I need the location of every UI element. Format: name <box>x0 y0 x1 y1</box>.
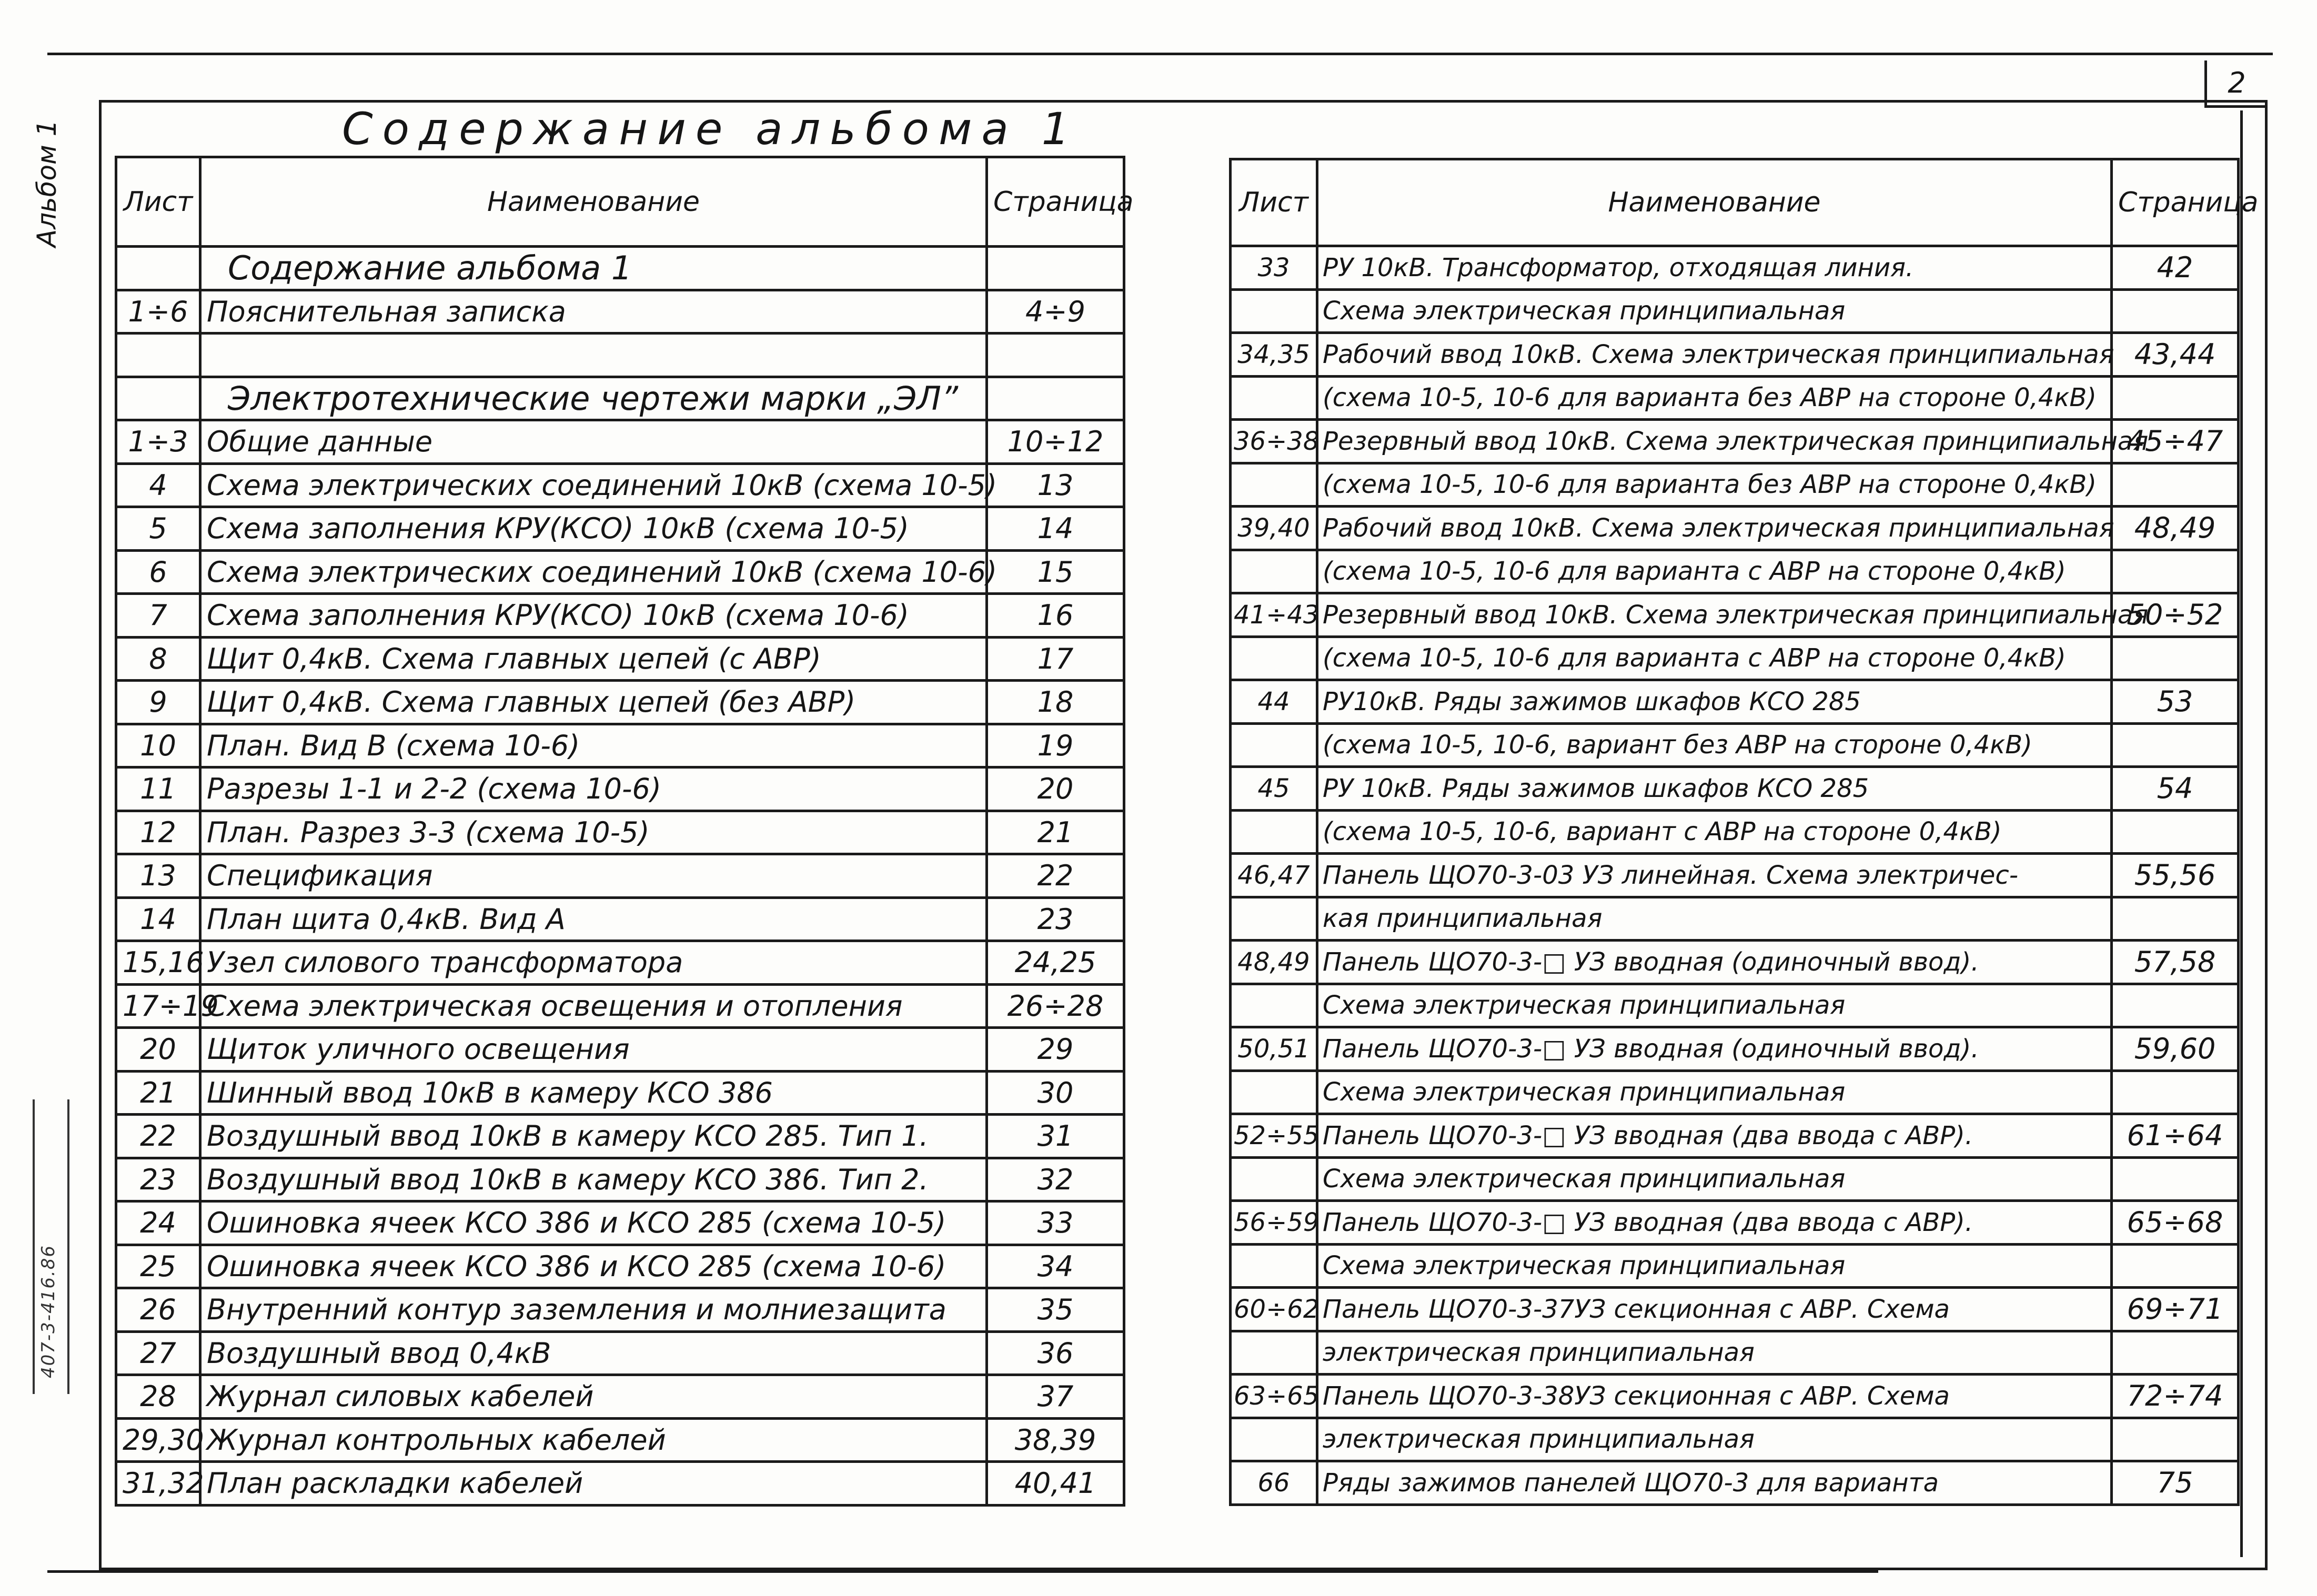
cell-name: Узел силового трансформатора <box>200 941 987 985</box>
cell-sheet <box>1231 376 1317 420</box>
table-row <box>1231 420 2239 463</box>
album-side-code: 407-3-416.86 <box>38 1244 59 1378</box>
table-header-row <box>1231 159 2239 246</box>
cell-sheet: 12 <box>116 811 200 854</box>
cell-sheet: 33 <box>1231 246 1317 290</box>
cell-page <box>2112 550 2239 593</box>
cell-name: Панель ЩО70-3-□ УЗ вводная (два ввода с АВР). <box>1317 1201 2112 1245</box>
table-row <box>116 507 1124 551</box>
cell-sheet: 41÷43 <box>1231 593 1317 637</box>
cell-name: Ряды зажимов панелей ЩО70-3 для варианта <box>1317 1461 2112 1505</box>
cell-name: (схема 10-5, 10-6, вариант без АВР на стороне 0,4кВ) <box>1317 723 2112 767</box>
cell-sheet: 1÷6 <box>116 290 200 334</box>
table-row <box>1231 289 2239 333</box>
cell-name: Схема заполнения КРУ(КСО) 10кВ (схема 10-5) <box>200 507 987 551</box>
cell-name: Пояснительная записка <box>200 290 987 334</box>
table-row <box>1231 1461 2239 1505</box>
cell-name: Схема электрическая принципиальная <box>1317 1157 2112 1201</box>
table-row <box>116 637 1124 681</box>
cell-page: 21 <box>987 811 1124 854</box>
table-row <box>116 897 1124 941</box>
page-title: Содержание альбома 1 <box>342 103 1080 155</box>
cell-name: Воздушный ввод 0,4кВ <box>200 1331 987 1375</box>
table-row <box>116 594 1124 638</box>
table-row <box>116 420 1124 464</box>
cell-sheet: 60÷62 <box>1231 1288 1317 1331</box>
cell-page: 32 <box>987 1158 1124 1201</box>
cell-name: Схема электрическая освещения и отопления <box>200 984 987 1028</box>
cell-sheet: 8 <box>116 637 200 681</box>
table-row <box>116 681 1124 724</box>
cell-name: Щиток уличного освещения <box>200 1028 987 1072</box>
frame-bottom-line <box>47 1570 1878 1573</box>
cell-name: Схема электрическая принципиальная <box>1317 1244 2112 1288</box>
table-row <box>1231 941 2239 984</box>
table-row <box>116 247 1124 290</box>
table-row <box>1231 1114 2239 1158</box>
cell-name: Общие данные <box>200 420 987 464</box>
cell-sheet <box>1231 1418 1317 1461</box>
cell-page: 20 <box>987 767 1124 811</box>
cell-sheet: 63÷65 <box>1231 1375 1317 1418</box>
cell-sheet: 14 <box>116 897 200 941</box>
table-row <box>1231 1331 2239 1375</box>
cell-page <box>2112 1070 2239 1114</box>
cell-sheet <box>1231 1331 1317 1375</box>
cell-sheet <box>1231 289 1317 333</box>
cell-name: РУ 10кВ. Ряды зажимов шкафов КСО 285 <box>1317 767 2112 811</box>
cell-name: Схема электрическая принципиальная <box>1317 984 2112 1027</box>
cell-page: 33 <box>987 1201 1124 1245</box>
cell-page: 40,41 <box>987 1462 1124 1506</box>
cell-name: Схема электрическая принципиальная <box>1317 1070 2112 1114</box>
table-row <box>116 1028 1124 1072</box>
table-row <box>116 811 1124 854</box>
header-page: Страница <box>987 157 1124 247</box>
cell-sheet: 29,30 <box>116 1418 200 1462</box>
cell-page: 37 <box>987 1375 1124 1419</box>
cell-name: Спецификация <box>200 854 987 898</box>
cell-page: 72÷74 <box>2112 1375 2239 1418</box>
header-page: Страница <box>2112 159 2239 246</box>
cell-name: Внутренний контур заземления и молниезащита <box>200 1288 987 1332</box>
cell-page <box>2112 1418 2239 1461</box>
cell-name: Шинный ввод 10кВ в камеру КСО 386 <box>200 1071 987 1115</box>
table-row <box>116 767 1124 811</box>
cell-sheet <box>116 377 200 420</box>
table-row <box>1231 854 2239 897</box>
table-row <box>1231 550 2239 593</box>
header-sheet: Лист <box>116 157 200 247</box>
table-row <box>1231 246 2239 290</box>
cell-page <box>2112 810 2239 854</box>
cell-sheet <box>1231 637 1317 680</box>
cell-sheet <box>1231 897 1317 941</box>
cell-sheet <box>116 334 200 377</box>
cell-name: Панель ЩО70-3-38УЗ секционная с АВР. Схема <box>1317 1375 2112 1418</box>
table-row <box>1231 593 2239 637</box>
cell-page: 75 <box>2112 1461 2239 1505</box>
cell-name: Панель ЩО70-3-□ УЗ вводная (два ввода с АВР). <box>1317 1114 2112 1158</box>
frame-right-edge <box>2240 110 2243 1557</box>
cell-page: 4÷9 <box>987 290 1124 334</box>
cell-page: 48,49 <box>2112 507 2239 550</box>
table-row <box>116 1071 1124 1115</box>
cell-sheet: 52÷55 <box>1231 1114 1317 1158</box>
cell-page: 23 <box>987 897 1124 941</box>
cell-name: Рабочий ввод 10кВ. Схема электрическая принципиальная <box>1317 333 2112 377</box>
table-row <box>1231 810 2239 854</box>
cell-name: электрическая принципиальная <box>1317 1331 2112 1375</box>
table-row <box>1231 1157 2239 1201</box>
cell-sheet: 44 <box>1231 680 1317 724</box>
table-row <box>116 290 1124 334</box>
table-row <box>1231 897 2239 941</box>
sheet-number: 2 <box>2204 60 2266 108</box>
cell-name: Схема электрическая принципиальная <box>1317 289 2112 333</box>
cell-name: Ошиновка ячеек КСО 386 и КСО 285 (схема 10-5) <box>200 1201 987 1245</box>
cell-sheet: 28 <box>116 1375 200 1419</box>
cell-sheet: 11 <box>116 767 200 811</box>
table-row <box>116 463 1124 507</box>
cell-name: Рабочий ввод 10кВ. Схема электрическая принципиальная <box>1317 507 2112 550</box>
table-row <box>1231 1201 2239 1245</box>
cell-sheet: 39,40 <box>1231 507 1317 550</box>
cell-name: (схема 10-5, 10-6, вариант с АВР на стороне 0,4кВ) <box>1317 810 2112 854</box>
cell-page: 35 <box>987 1288 1124 1332</box>
cell-sheet <box>1231 723 1317 767</box>
cell-name: Воздушный ввод 10кВ в камеру КСО 285. Тип 1. <box>200 1115 987 1158</box>
table-row <box>1231 680 2239 724</box>
cell-name: План раскладки кабелей <box>200 1462 987 1506</box>
cell-name: (схема 10-5, 10-6 для варианта без АВР на стороне 0,4кВ) <box>1317 376 2112 420</box>
cell-page: 61÷64 <box>2112 1114 2239 1158</box>
cell-name: Панель ЩО70-3-□ УЗ вводная (одиночный ввод). <box>1317 941 2112 984</box>
cell-page <box>2112 463 2239 507</box>
frame-top-outer-line <box>47 53 2273 55</box>
cell-sheet: 6 <box>116 550 200 594</box>
cell-page: 38,39 <box>987 1418 1124 1462</box>
cell-sheet <box>1231 810 1317 854</box>
cell-sheet: 9 <box>116 681 200 724</box>
header-sheet: Лист <box>1231 159 1317 246</box>
cell-page <box>2112 897 2239 941</box>
cell-sheet <box>1231 1070 1317 1114</box>
cell-page: 19 <box>987 724 1124 767</box>
cell-page: 53 <box>2112 680 2239 724</box>
cell-name: Панель ЩО70-3-03 УЗ линейная. Схема электричес- <box>1317 854 2112 897</box>
cell-name: Щит 0,4кВ. Схема главных цепей (без АВР) <box>200 681 987 724</box>
cell-page: 29 <box>987 1028 1124 1072</box>
cell-page: 17 <box>987 637 1124 681</box>
cell-page: 10÷12 <box>987 420 1124 464</box>
table-row <box>1231 1375 2239 1418</box>
cell-name: Воздушный ввод 10кВ в камеру КСО 386. Тип 2. <box>200 1158 987 1201</box>
cell-name: Резервный ввод 10кВ. Схема электрическая принципиальная <box>1317 593 2112 637</box>
cell-page: 36 <box>987 1331 1124 1375</box>
cell-sheet <box>1231 1244 1317 1288</box>
cell-page <box>2112 1331 2239 1375</box>
table-row <box>1231 463 2239 507</box>
header-name: Наименование <box>200 157 987 247</box>
cell-name: План. Вид В (схема 10-6) <box>200 724 987 767</box>
table-row <box>1231 767 2239 811</box>
cell-page: 22 <box>987 854 1124 898</box>
cell-sheet: 26 <box>116 1288 200 1332</box>
cell-sheet: 31,32 <box>116 1462 200 1506</box>
cell-sheet: 17÷19 <box>116 984 200 1028</box>
table-row <box>1231 507 2239 550</box>
cell-name <box>200 334 987 377</box>
cell-sheet: 25 <box>116 1245 200 1288</box>
cell-name: (схема 10-5, 10-6 для варианта с АВР на стороне 0,4кВ) <box>1317 637 2112 680</box>
cell-name: Схема электрических соединений 10кВ (схема 10-5) <box>200 463 987 507</box>
table-row <box>116 1418 1124 1462</box>
table-row <box>116 1115 1124 1158</box>
cell-sheet <box>1231 550 1317 593</box>
table-row <box>116 941 1124 985</box>
table-row <box>1231 984 2239 1027</box>
cell-page: 34 <box>987 1245 1124 1288</box>
cell-name: Схема заполнения КРУ(КСО) 10кВ (схема 10-6) <box>200 594 987 638</box>
cell-sheet: 66 <box>1231 1461 1317 1505</box>
cell-page <box>2112 289 2239 333</box>
table-row <box>116 1288 1124 1332</box>
table-row <box>1231 1027 2239 1071</box>
cell-sheet: 45 <box>1231 767 1317 811</box>
cell-name: РУ 10кВ. Трансформатор, отходящая линия. <box>1317 246 2112 290</box>
table-row <box>116 1331 1124 1375</box>
cell-sheet <box>1231 463 1317 507</box>
table-row <box>116 334 1124 377</box>
cell-page: 18 <box>987 681 1124 724</box>
cell-name: Разрезы 1-1 и 2-2 (схема 10-6) <box>200 767 987 811</box>
cell-page: 14 <box>987 507 1124 551</box>
cell-name: План. Разрез 3-3 (схема 10-5) <box>200 811 987 854</box>
contents-table-left <box>115 156 1134 1507</box>
cell-sheet <box>1231 984 1317 1027</box>
table-row <box>116 1375 1124 1419</box>
table-row <box>116 1158 1124 1201</box>
cell-page: 30 <box>987 1071 1124 1115</box>
cell-sheet: 56÷59 <box>1231 1201 1317 1245</box>
cell-name: Панель ЩО70-3-□ УЗ вводная (одиночный ввод). <box>1317 1027 2112 1071</box>
cell-page: 69÷71 <box>2112 1288 2239 1331</box>
cell-page: 59,60 <box>2112 1027 2239 1071</box>
cell-name: Схема электрических соединений 10кВ (схема 10-6) <box>200 550 987 594</box>
cell-name: Щит 0,4кВ. Схема главных цепей (с АВР) <box>200 637 987 681</box>
album-side-label: Альбом 1 <box>32 119 62 247</box>
cell-sheet: 24 <box>116 1201 200 1245</box>
cell-page: 24,25 <box>987 941 1124 985</box>
cell-sheet: 22 <box>116 1115 200 1158</box>
cell-sheet: 48,49 <box>1231 941 1317 984</box>
table-row <box>1231 723 2239 767</box>
cell-sheet: 1÷3 <box>116 420 200 464</box>
table-row <box>116 1245 1124 1288</box>
table-row <box>1231 1244 2239 1288</box>
cell-page: 26÷28 <box>987 984 1124 1028</box>
table-row <box>116 377 1124 420</box>
table-row <box>116 550 1124 594</box>
frame-right-outer-edge <box>2265 100 2268 1568</box>
cell-sheet: 20 <box>116 1028 200 1072</box>
cell-name: План щита 0,4кВ. Вид А <box>200 897 987 941</box>
cell-name: (схема 10-5, 10-6 для варианта с АВР на стороне 0,4кВ) <box>1317 550 2112 593</box>
cell-page <box>2112 1244 2239 1288</box>
table-row <box>116 984 1124 1028</box>
contents-table-right <box>1229 158 2259 1506</box>
table-row <box>1231 1418 2239 1461</box>
table-header-row <box>116 157 1124 247</box>
cell-page <box>2112 984 2239 1027</box>
cell-name: Журнал контрольных кабелей <box>200 1418 987 1462</box>
cell-sheet: 15,16 <box>116 941 200 985</box>
cell-sheet: 36÷38 <box>1231 420 1317 463</box>
cell-page: 45÷47 <box>2112 420 2239 463</box>
cell-page: 54 <box>2112 767 2239 811</box>
cell-page <box>987 334 1124 377</box>
cell-page <box>2112 1157 2239 1201</box>
cell-name: Журнал силовых кабелей <box>200 1375 987 1419</box>
cell-sheet: 23 <box>116 1158 200 1201</box>
cell-page <box>987 247 1124 290</box>
cell-name: (схема 10-5, 10-6 для варианта без АВР на стороне 0,4кВ) <box>1317 463 2112 507</box>
cell-name: Ошиновка ячеек КСО 386 и КСО 285 (схема 10-6) <box>200 1245 987 1288</box>
cell-sheet: 4 <box>116 463 200 507</box>
cell-name: кая принципиальная <box>1317 897 2112 941</box>
cell-page: 65÷68 <box>2112 1201 2239 1245</box>
cell-page: 42 <box>2112 246 2239 290</box>
frame-top-line <box>99 100 2268 103</box>
cell-sheet: 34,35 <box>1231 333 1317 377</box>
cell-page <box>2112 376 2239 420</box>
cell-page: 50÷52 <box>2112 593 2239 637</box>
cell-page: 13 <box>987 463 1124 507</box>
cell-sheet: 46,47 <box>1231 854 1317 897</box>
cell-name: Электротехнические чертежи марки „ЭЛ” <box>200 377 987 420</box>
cell-sheet <box>1231 1157 1317 1201</box>
cell-sheet: 7 <box>116 594 200 638</box>
cell-page <box>987 377 1124 420</box>
cell-name: Резервный ввод 10кВ. Схема электрическая принципиальная <box>1317 420 2112 463</box>
table-row <box>1231 1288 2239 1331</box>
table-row <box>116 1201 1124 1245</box>
cell-name: Содержание альбома 1 <box>200 247 987 290</box>
cell-page: 57,58 <box>2112 941 2239 984</box>
cell-page: 55,56 <box>2112 854 2239 897</box>
table-row <box>116 724 1124 767</box>
cell-page: 16 <box>987 594 1124 638</box>
cell-page <box>2112 723 2239 767</box>
cell-page: 15 <box>987 550 1124 594</box>
cell-sheet: 21 <box>116 1071 200 1115</box>
cell-page: 31 <box>987 1115 1124 1158</box>
cell-sheet <box>116 247 200 290</box>
table-row <box>1231 637 2239 680</box>
table-row <box>1231 333 2239 377</box>
cell-sheet: 10 <box>116 724 200 767</box>
cell-sheet: 27 <box>116 1331 200 1375</box>
table-row <box>1231 1070 2239 1114</box>
table-row <box>1231 376 2239 420</box>
table-row <box>116 854 1124 898</box>
cell-name: Панель ЩО70-3-37УЗ секционная с АВР. Схема <box>1317 1288 2112 1331</box>
table-row <box>116 1462 1124 1506</box>
cell-page: 43,44 <box>2112 333 2239 377</box>
cell-sheet: 50,51 <box>1231 1027 1317 1071</box>
cell-sheet: 13 <box>116 854 200 898</box>
cell-name: электрическая принципиальная <box>1317 1418 2112 1461</box>
cell-page <box>2112 637 2239 680</box>
cell-name: РУ10кВ. Ряды зажимов шкафов КСО 285 <box>1317 680 2112 724</box>
header-name: Наименование <box>1317 159 2112 246</box>
cell-sheet: 5 <box>116 507 200 551</box>
